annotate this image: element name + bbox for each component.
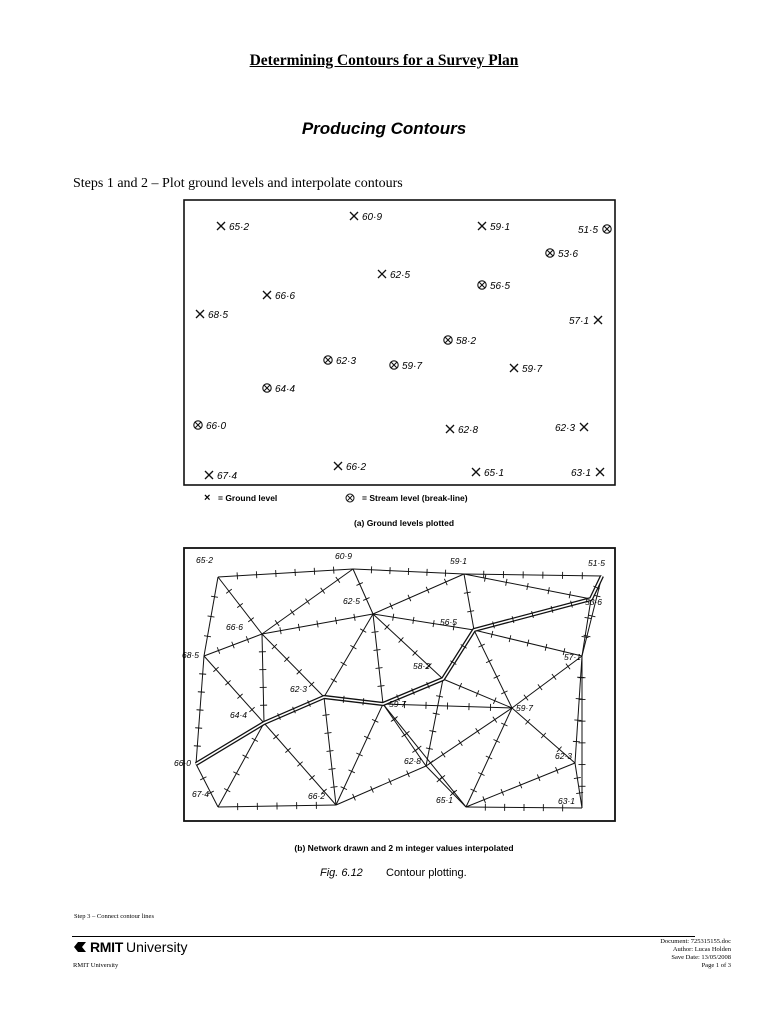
point-label-b: 57·1 <box>564 652 582 662</box>
logo-university-text: University <box>126 939 188 955</box>
contour-plotting-figure <box>176 196 632 896</box>
point-label-b: 62·8 <box>404 756 422 766</box>
point-label-b: 59·7 <box>516 703 534 713</box>
interpolation-tick <box>252 738 258 741</box>
network-edge <box>582 599 591 656</box>
point-label-b: 62·3 <box>555 751 573 761</box>
point-label-a: 66·6 <box>275 291 296 302</box>
panel-a-frame <box>184 200 615 485</box>
document-info <box>660 938 731 970</box>
network-edge <box>336 766 426 805</box>
interpolation-tick <box>433 620 434 627</box>
point-label-a: 65·1 <box>484 468 505 479</box>
interpolation-tick <box>467 611 474 612</box>
interpolation-tick <box>413 617 414 624</box>
point-label-b: 66·0 <box>174 758 192 768</box>
legend <box>204 492 468 528</box>
fig-label: Fig. 6.12 <box>320 867 363 879</box>
network-edge <box>512 656 582 708</box>
interpolation-tick <box>325 733 332 734</box>
caption-a: (a) Ground levels plotted <box>353 518 455 528</box>
interpolation-tick <box>336 577 340 583</box>
interpolation-tick <box>298 624 299 631</box>
interpolation-tick <box>195 728 202 729</box>
interpolation-tick <box>327 751 334 752</box>
point-label-a: 62·5 <box>390 270 411 281</box>
interpolation-tick <box>458 740 462 746</box>
interpolation-tick <box>404 731 409 735</box>
interpolation-tick <box>321 588 325 594</box>
ground-level-point <box>334 462 366 473</box>
point-label-a: 59·7 <box>522 364 543 375</box>
document-name: Document: 725315155.doc <box>660 938 731 945</box>
panel-a-ground-levels <box>184 200 615 485</box>
interpolation-tick <box>524 695 528 701</box>
stream-level-point <box>578 225 611 236</box>
point-label-a: 51·5 <box>577 225 598 236</box>
network-edge <box>426 679 443 766</box>
interpolation-tick <box>585 617 592 618</box>
network-edge <box>474 630 512 708</box>
point-label-a: 62·3 <box>336 356 357 367</box>
interpolation-tick <box>376 668 383 669</box>
point-label-b: 51·5 <box>588 558 606 568</box>
point-label-a: 66·0 <box>206 421 227 432</box>
interpolation-tick <box>374 650 381 651</box>
interpolation-tick <box>305 599 309 605</box>
network-edge <box>373 574 464 614</box>
interpolation-tick <box>350 645 356 649</box>
step-3-note: Step 3 – Connect contour lines <box>74 913 154 920</box>
interpolation-tick <box>363 698 364 705</box>
interpolation-tick <box>493 717 497 723</box>
fig-caption: Contour plotting. <box>386 867 467 879</box>
section-subtitle: Producing Contours <box>301 119 467 138</box>
rmit-logo <box>73 938 187 956</box>
interpolation-tick <box>416 746 421 750</box>
ground-level-point <box>569 316 602 327</box>
point-label-b: 59·7 <box>389 699 407 709</box>
ground-level-point <box>196 310 228 321</box>
ground-level-point <box>478 222 510 233</box>
stream-level-point <box>390 361 423 372</box>
network-edge <box>464 574 474 630</box>
network-edge <box>464 574 602 576</box>
interpolation-tick <box>372 632 379 633</box>
network-edge <box>575 763 582 808</box>
point-label-a: 57·1 <box>568 316 589 327</box>
interpolation-tick <box>476 728 480 734</box>
interpolation-tick <box>237 603 243 607</box>
point-label-b: 62·3 <box>290 684 308 694</box>
interpolation-tick <box>198 692 205 693</box>
point-label-a: 59·1 <box>490 222 511 233</box>
document-author: Author: Lucas Holden <box>672 946 731 953</box>
interpolation-tick <box>243 755 249 758</box>
point-label-a: 64·4 <box>275 384 296 395</box>
ground-level-point <box>263 291 295 302</box>
interpolation-tick <box>360 629 366 633</box>
legend-ground-symbol: × <box>204 492 211 504</box>
legend-stream-symbol <box>346 494 354 502</box>
point-label-a: 66·2 <box>346 462 367 473</box>
interpolation-tick <box>331 787 338 788</box>
footer-organization: RMIT University <box>73 962 119 969</box>
interpolation-tick <box>194 746 201 747</box>
interpolation-tick <box>200 777 206 780</box>
logo-rmit-text: RMIT <box>90 939 124 955</box>
interpolation-tick <box>354 614 355 621</box>
panel-b-frame <box>184 548 615 821</box>
network-edge <box>262 634 264 723</box>
interpolation-tick <box>331 679 337 683</box>
point-label-b: 68·5 <box>182 650 200 660</box>
point-label-a: 56·5 <box>490 281 511 292</box>
interpolation-tick <box>538 684 542 690</box>
point-label-b: 59·1 <box>450 556 468 566</box>
interpolation-tick <box>329 769 336 770</box>
point-label-a: 53·6 <box>558 249 579 260</box>
interpolation-tick <box>275 620 279 626</box>
point-label-b: 64·4 <box>230 710 248 720</box>
point-label-b: 63·1 <box>558 796 576 806</box>
interpolation-tick <box>208 616 215 617</box>
legend-stream-label: = Stream level (break-line) <box>362 493 468 503</box>
network-edge <box>575 656 582 763</box>
interpolation-tick <box>224 789 230 792</box>
ground-level-point <box>510 364 542 375</box>
network-edge <box>383 704 466 807</box>
caption-b: (b) Network drawn and 2 m integer values interpolated <box>294 843 514 853</box>
ground-level-point <box>350 212 382 223</box>
interpolation-tick <box>393 614 394 621</box>
interpolation-tick <box>378 686 385 687</box>
network-edge <box>373 614 383 704</box>
point-label-a: 68·5 <box>208 310 229 321</box>
stream-level-point <box>444 336 477 347</box>
legend-ground-label: = Ground level <box>218 493 278 503</box>
interpolation-tick <box>199 674 206 675</box>
point-label-b: 67·4 <box>192 789 210 799</box>
ground-level-point <box>571 468 604 479</box>
point-label-b: 53·6 <box>585 597 603 607</box>
point-label-b: 65·1 <box>436 795 454 805</box>
point-label-a: 63·1 <box>570 468 591 479</box>
interpolation-tick <box>211 596 218 597</box>
point-label-b: 66·6 <box>226 622 244 632</box>
stream-level-point <box>478 281 511 292</box>
ground-level-point <box>472 468 504 479</box>
point-label-a: 58·2 <box>456 336 477 347</box>
interpolation-tick <box>566 664 570 670</box>
document-title: Determining Contours for a Survey Plan <box>249 52 519 69</box>
ground-level-point <box>378 270 410 281</box>
interpolation-tick <box>233 772 239 775</box>
interpolation-tick <box>197 710 204 711</box>
interpolation-tick <box>290 609 294 615</box>
network-edge <box>426 708 512 766</box>
network-edge <box>353 569 373 614</box>
interpolation-tick <box>280 627 281 634</box>
interpolation-tick <box>323 715 330 716</box>
save-date: Save Date: 13/05/2008 <box>671 954 731 961</box>
interpolation-tick <box>341 662 347 666</box>
point-label-a: 62·8 <box>458 425 479 436</box>
point-label-a: 59·7 <box>402 361 423 372</box>
steps-heading: Steps 1 and 2 – Plot ground levels and interpolate contours <box>73 176 403 191</box>
network-edge <box>218 569 353 577</box>
ground-level-point <box>446 425 478 436</box>
interpolation-tick <box>441 751 445 757</box>
stream-level-point <box>194 421 227 432</box>
interpolation-tick <box>317 621 318 628</box>
stream-level-point <box>546 249 579 260</box>
point-label-b: 62·5 <box>343 596 361 606</box>
footer-rule <box>72 936 695 937</box>
interpolation-tick <box>428 761 433 765</box>
point-label-b: 56·5 <box>440 617 458 627</box>
interpolation-tick <box>226 589 232 593</box>
point-label-a: 62·3 <box>554 423 575 434</box>
ground-level-point <box>217 222 249 233</box>
rmit-logo-mark <box>73 941 87 953</box>
interpolation-tick <box>335 617 336 624</box>
point-label-b: 66·2 <box>308 791 326 801</box>
interpolation-tick <box>343 696 344 703</box>
ground-level-point <box>555 423 588 434</box>
network-edge <box>196 764 218 807</box>
stream-level-point <box>263 384 296 395</box>
page-number: Page 1 of 3 <box>701 962 731 969</box>
network-edge <box>324 614 373 697</box>
point-label-a: 65·2 <box>229 222 250 233</box>
interpolation-tick <box>552 674 556 680</box>
interpolation-tick <box>574 777 581 778</box>
interpolation-tick <box>464 592 471 593</box>
interpolation-tick <box>582 636 589 637</box>
point-label-b: 65·2 <box>196 555 214 565</box>
interpolation-tick <box>248 618 254 622</box>
interpolation-tick <box>204 636 211 637</box>
point-label-a: 60·9 <box>362 212 383 223</box>
point-label-a: 67·4 <box>217 471 238 482</box>
ground-level-point <box>205 471 237 482</box>
panel-b-network <box>174 548 615 821</box>
point-label-b: 60·9 <box>335 551 353 561</box>
stream-level-point <box>324 356 357 367</box>
point-label-b: 58·2 <box>413 661 431 671</box>
